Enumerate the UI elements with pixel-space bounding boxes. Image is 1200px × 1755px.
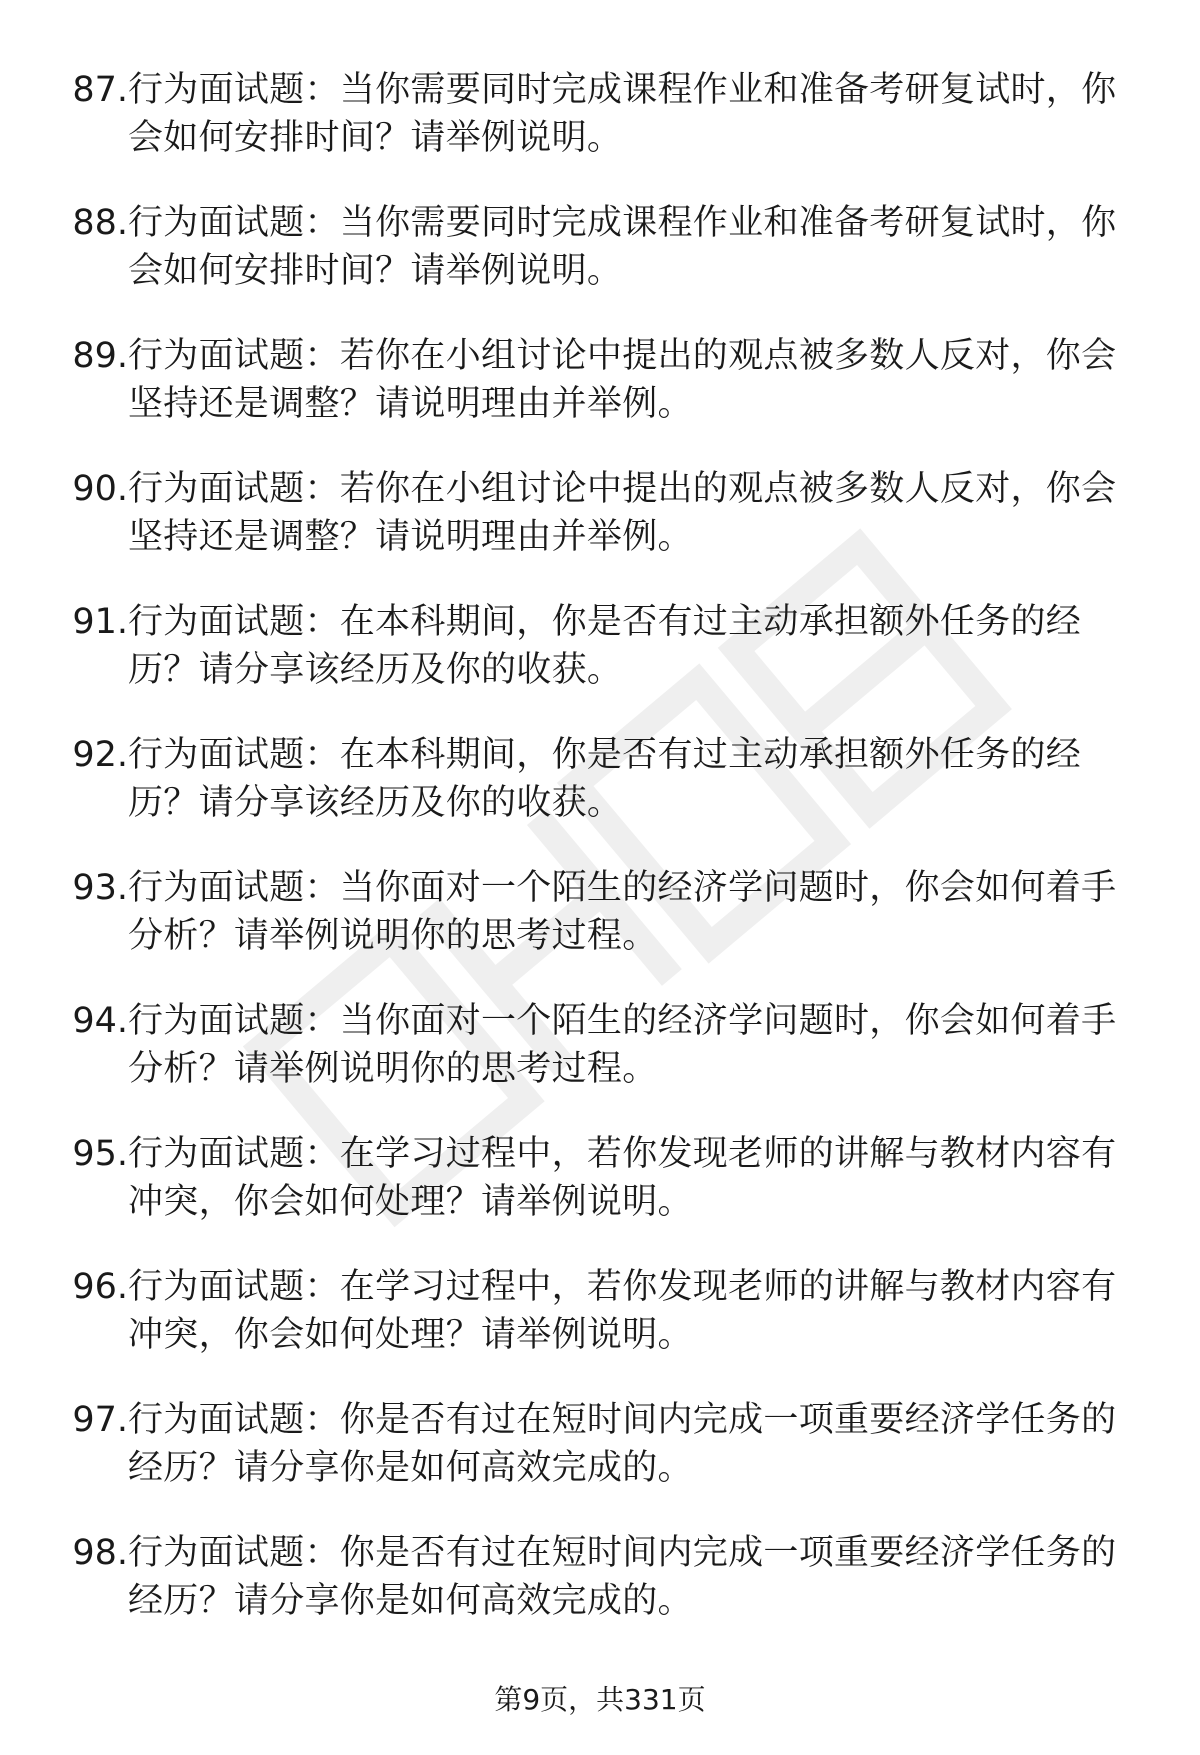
question-text: 行为面试题：当你面对一个陌生的经济学问题时，你会如何着手分析？请举例说明你的思考过程。	[128, 868, 1117, 956]
question-item	[0, 1130, 1200, 1263]
question-number: 90.	[72, 469, 128, 509]
page-footer: 第9页，共331页	[494, 1683, 706, 1716]
question-item	[0, 731, 1200, 864]
question-text: 行为面试题：当你面对一个陌生的经济学问题时，你会如何着手分析？请举例说明你的思考过程。	[128, 1001, 1117, 1089]
question-item	[0, 1396, 1200, 1529]
question-number: 89.	[72, 336, 128, 376]
question-text: 行为面试题：在本科期间，你是否有过主动承担额外任务的经历？请分享该经历及你的收获。	[128, 735, 1082, 823]
question-text: 行为面试题：你是否有过在短时间内完成一项重要经济学任务的经历？请分享你是如何高效完成的。	[128, 1400, 1117, 1488]
question-text: 行为面试题：你是否有过在短时间内完成一项重要经济学任务的经历？请分享你是如何高效完成的。	[128, 1533, 1117, 1621]
question-item	[0, 598, 1200, 731]
question-number: 91.	[72, 602, 128, 642]
question-item	[0, 465, 1200, 598]
question-number: 98.	[72, 1533, 128, 1573]
question-item	[0, 199, 1200, 332]
question-item	[0, 1263, 1200, 1396]
question-text: 行为面试题：当你需要同时完成课程作业和准备考研复试时，你会如何安排时间？请举例说明。	[128, 203, 1117, 291]
question-text: 行为面试题：若你在小组讨论中提出的观点被多数人反对，你会坚持还是调整？请说明理由并举例。	[128, 336, 1117, 424]
question-list	[0, 66, 1200, 1662]
question-text: 行为面试题：当你需要同时完成课程作业和准备考研复试时，你会如何安排时间？请举例说明。	[128, 70, 1117, 158]
question-text: 行为面试题：若你在小组讨论中提出的观点被多数人反对，你会坚持还是调整？请说明理由并举例。	[128, 469, 1117, 557]
question-number: 96.	[72, 1267, 128, 1307]
question-number: 93.	[72, 868, 128, 908]
question-item	[0, 997, 1200, 1130]
question-number: 87.	[72, 70, 128, 110]
question-text: 行为面试题：在学习过程中，若你发现老师的讲解与教材内容有冲突，你会如何处理？请举例说明。	[128, 1267, 1117, 1355]
question-number: 92.	[72, 735, 128, 775]
question-item	[0, 1529, 1200, 1662]
question-number: 97.	[72, 1400, 128, 1440]
question-number: 88.	[72, 203, 128, 243]
question-item	[0, 66, 1200, 199]
question-number: 94.	[72, 1001, 128, 1041]
question-item	[0, 864, 1200, 997]
question-item	[0, 332, 1200, 465]
question-text: 行为面试题：在本科期间，你是否有过主动承担额外任务的经历？请分享该经历及你的收获。	[128, 602, 1082, 690]
question-text: 行为面试题：在学习过程中，若你发现老师的讲解与教材内容有冲突，你会如何处理？请举例说明。	[128, 1134, 1117, 1222]
question-number: 95.	[72, 1134, 128, 1174]
